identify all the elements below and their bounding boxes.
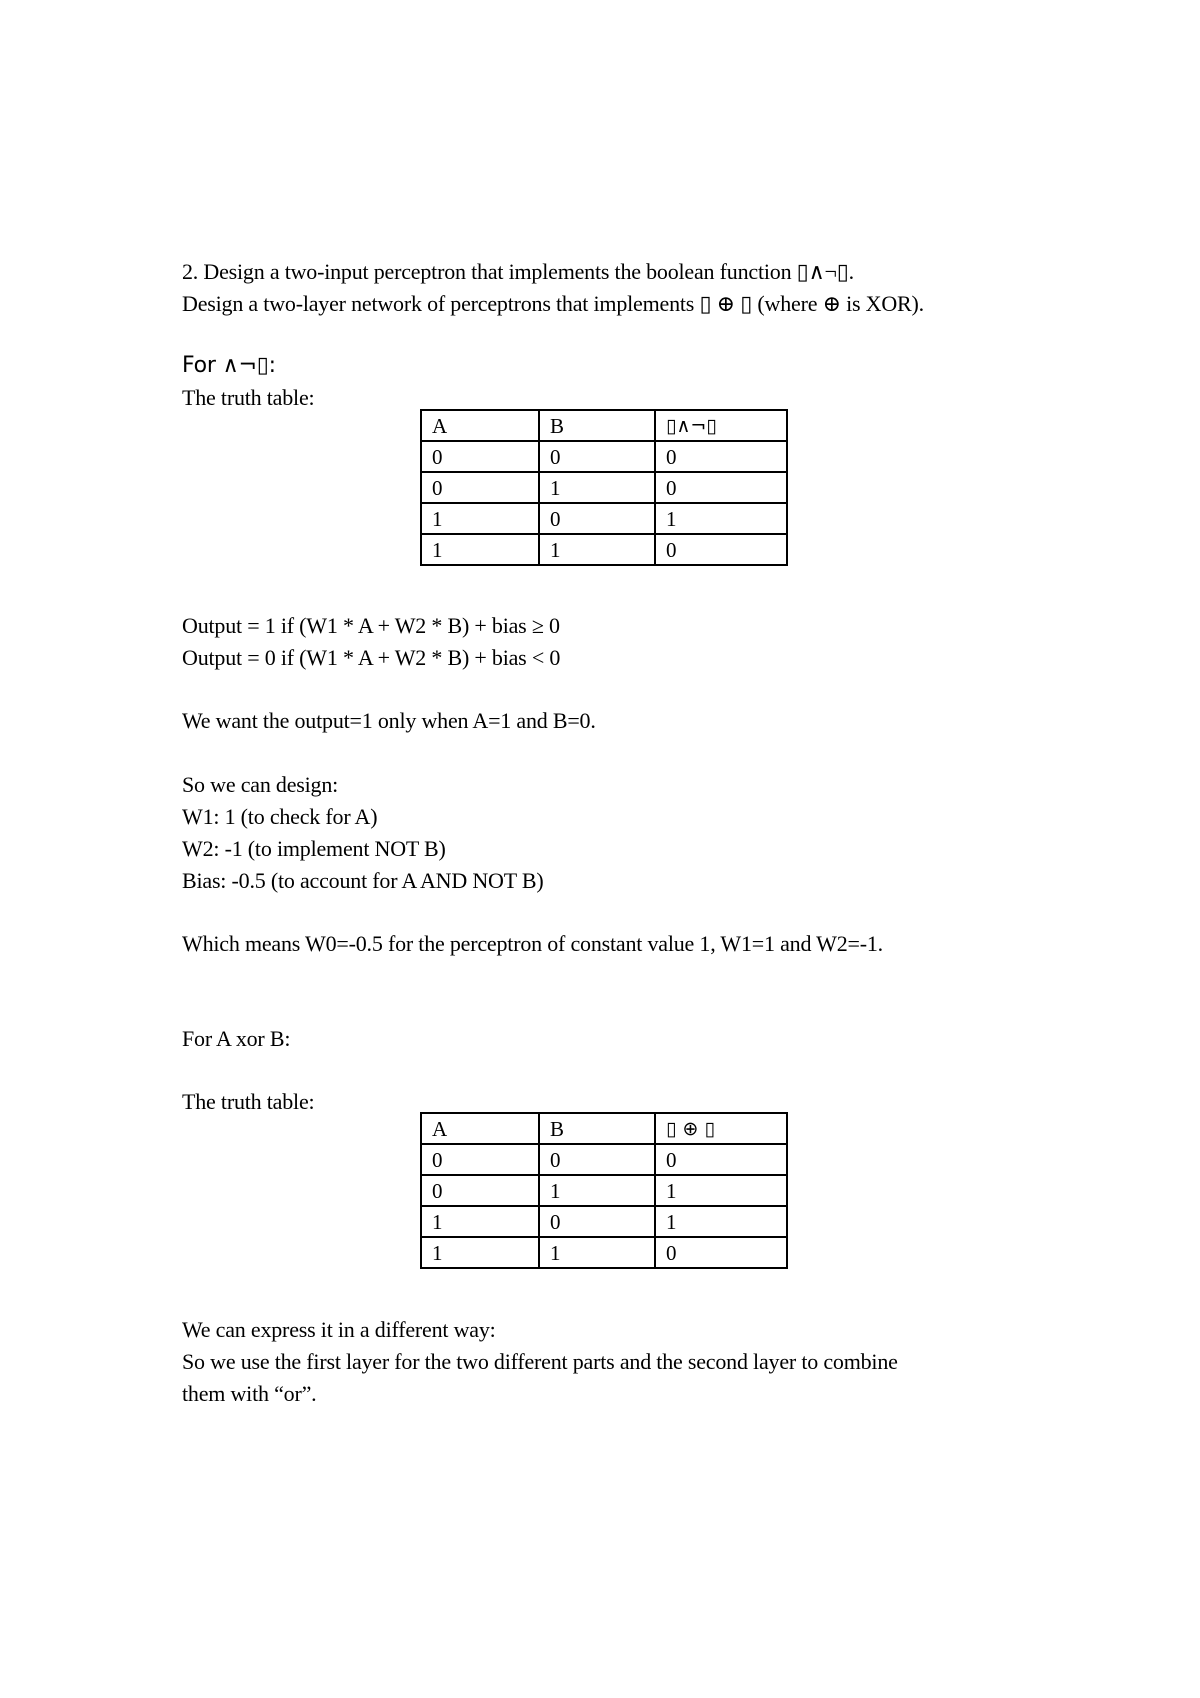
table-row: [421, 503, 787, 534]
table-cell: 1: [421, 534, 539, 565]
weight-w1: W1: 1 (to check for A): [182, 804, 378, 829]
express-statement: We can express it in a different way:: [182, 1317, 496, 1342]
table-cell: 0: [421, 1175, 539, 1206]
table-cell: 0: [655, 1237, 787, 1268]
table-cell: 0: [655, 1144, 787, 1175]
table-cell: 0: [539, 1144, 655, 1175]
truth-table-xor: [420, 1112, 788, 1269]
table-row: [421, 1144, 787, 1175]
layers-line-1: So we use the first layer for the two different parts and the second layer to combine: [182, 1349, 898, 1374]
truth-table-label-2: The truth table:: [182, 1089, 315, 1114]
truth-table-label-1: The truth table:: [182, 385, 315, 410]
table-cell: 0: [421, 1144, 539, 1175]
layers-line-2: them with “or”.: [182, 1381, 317, 1406]
table-header-cell: A: [421, 410, 539, 441]
table-row: [421, 441, 787, 472]
weight-w2: W2: -1 (to implement NOT B): [182, 836, 446, 861]
table-header-cell: ▯ ⊕ ▯: [655, 1113, 787, 1144]
table-row: [421, 472, 787, 503]
table-cell: 1: [421, 1237, 539, 1268]
output-rule-1: Output = 1 if (W1 * A + W2 * B) + bias ≥ 0: [182, 613, 560, 638]
table-header-cell: B: [539, 1113, 655, 1144]
table-cell: 1: [421, 1206, 539, 1237]
intro-line-1: 2. Design a two-input perceptron that implements the boolean function ▯∧¬▯.: [182, 259, 854, 284]
table-row: [421, 534, 787, 565]
table-cell: 0: [421, 441, 539, 472]
table-cell: 1: [539, 534, 655, 565]
table-header-row: [421, 1113, 787, 1144]
table-cell: 0: [539, 441, 655, 472]
document-page: [182, 0, 1062, 1698]
intro-line-2: Design a two-layer network of perceptrons that implements ▯ ⊕ ▯ (where ⊕ is XOR).: [182, 291, 924, 316]
section-heading-xor: For A xor B:: [182, 1026, 291, 1051]
table-cell: 1: [655, 503, 787, 534]
table-cell: 0: [421, 472, 539, 503]
section-heading-and-not: For ∧¬▯:: [182, 353, 276, 378]
bias-value: Bias: -0.5 (to account for A AND NOT B): [182, 868, 544, 893]
table-cell: 0: [655, 534, 787, 565]
table-header-cell: A: [421, 1113, 539, 1144]
conclusion: Which means W0=-0.5 for the perceptron of constant value 1, W1=1 and W2=-1.: [182, 931, 883, 956]
table-cell: 1: [655, 1206, 787, 1237]
table-row: [421, 1237, 787, 1268]
table-header-cell: B: [539, 410, 655, 441]
table-cell: 1: [539, 472, 655, 503]
table-cell: 1: [655, 1175, 787, 1206]
want-statement: We want the output=1 only when A=1 and B=0.: [182, 708, 596, 733]
table-cell: 0: [539, 1206, 655, 1237]
truth-table-and-not: [420, 409, 788, 566]
table-row: [421, 1206, 787, 1237]
table-row: [421, 1175, 787, 1206]
table-header-cell: ▯∧¬▯: [655, 410, 787, 441]
table-cell: 1: [539, 1237, 655, 1268]
table-cell: 0: [655, 441, 787, 472]
table-cell: 0: [655, 472, 787, 503]
table-cell: 1: [539, 1175, 655, 1206]
table-header-row: [421, 410, 787, 441]
design-intro: So we can design:: [182, 772, 339, 797]
table-cell: 0: [539, 503, 655, 534]
output-rule-2: Output = 0 if (W1 * A + W2 * B) + bias < 0: [182, 645, 561, 670]
table-cell: 1: [421, 503, 539, 534]
